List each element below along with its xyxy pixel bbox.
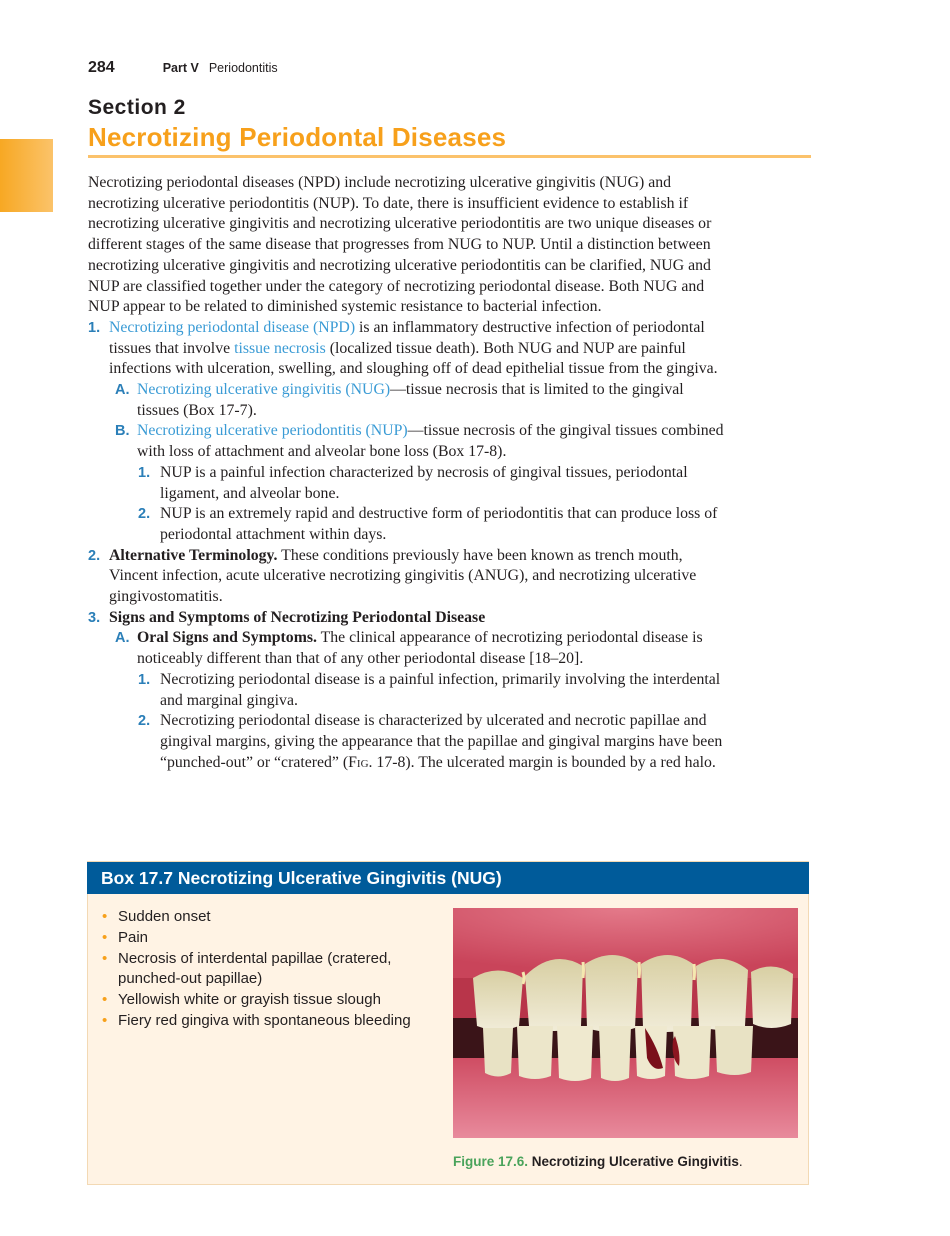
part-title: Periodontitis [208, 61, 278, 75]
item-text: 17-8). The ulcerated margin is bounded by a red halo. [372, 753, 716, 771]
key-term: Necrotizing ulcerative gingivitis (NUG) [137, 381, 391, 399]
figure-label: Figure 17.6. [453, 1154, 529, 1169]
item-letter: A. [115, 382, 130, 399]
item-text: —tissue necrosis that is limited to the gingival tissues (Box 17-7). [137, 381, 684, 419]
item-text: (localized tissue death). Both NUG and NUP are painful infections with ulceration, swelling, and sloughing off of dead epithelial tissue from the gingiva. [109, 339, 718, 378]
item-number: 2. [138, 713, 151, 730]
item-content [109, 318, 728, 380]
item-lead: Alternative Terminology. [109, 546, 278, 564]
item-lead: Signs and Symptoms of Necrotizing Periodontal Disease [109, 608, 486, 626]
item-text: NUP is an extremely rapid and destructive form of periodontitis that can produce loss of periodontal attachment within days. [160, 505, 718, 543]
item-content [137, 421, 728, 462]
item-content [137, 380, 728, 421]
item-number: 3. [88, 609, 101, 626]
figure-caption [453, 1154, 743, 1169]
list-item-3 [88, 608, 728, 629]
list-item-3a [88, 628, 728, 669]
body-text [88, 173, 728, 773]
list-item-1b1 [88, 463, 728, 504]
item-letter: A. [115, 630, 130, 647]
item-text: is an inflammatory destructive infection of periodontal tissues that involve [109, 318, 705, 357]
item-text: —tissue necrosis of the gingival tissues combined with loss of attachment and alveolar bone loss (Box 17-8). [137, 422, 724, 461]
bullet-item: • Sudden onset [102, 907, 452, 928]
item-content [109, 546, 728, 608]
item-number: 1. [138, 464, 151, 481]
list-item-3a2 [88, 711, 728, 773]
list-item-3a1 [88, 670, 728, 711]
key-term: Necrotizing ulcerative periodontitis (NUP) [137, 422, 408, 440]
list-item-2 [88, 546, 728, 608]
chapter-side-tab [0, 139, 53, 212]
key-term: tissue necrosis [234, 339, 326, 357]
bullet-item: • Pain [102, 928, 452, 949]
figure-reference[interactable]: Fig. [348, 753, 373, 771]
key-term: Necrotizing periodontal disease (NPD) [109, 318, 356, 336]
box-title: Box 17.7 Necrotizing Ulcerative Gingivitis (NUG) [87, 862, 809, 894]
clinical-photo-gingivitis [453, 908, 798, 1138]
intro-paragraph: Necrotizing periodontal diseases (NPD) include necrotizing ulcerative gingivitis (NUG) and necrotizing ulcerative periodontitis (NUP). To date, there is insufficient evidence to establish if necrotizing ulcerative gingivitis and necrotizing ulcerative periodontitis are two unique diseases or different stages of the same disease that progresses from NUG to NUP. Until a distinction between necrotizing ulcerative gingivitis and necrotizing ulcerative periodontitis can be clarified, NUG and NUP are classified together under the category of necrotizing periodontal disease. Both NUG and NUP appear to be related to diminished systemic resistance to bacterial infection. [88, 174, 712, 316]
item-letter: B. [115, 423, 130, 440]
item-number: 2. [88, 547, 101, 564]
item-text: The clinical appearance of necrotizing periodontal disease is noticeably different than that of any other periodontal disease [18–20]. [137, 629, 703, 668]
part-label: Part V [162, 61, 199, 75]
item-content [137, 628, 728, 669]
list-item-1b2 [88, 504, 728, 545]
box-17-7 [87, 861, 809, 1185]
item-number: 2. [138, 506, 151, 523]
list-item-1b [88, 421, 728, 462]
figure-caption-period: . [738, 1154, 743, 1169]
list-item-1 [88, 318, 728, 380]
running-header [88, 59, 278, 81]
bullet-item: • Fiery red gingiva with spontaneous bleeding [102, 1011, 452, 1032]
bullet-item: • Yellowish white or grayish tissue slough [102, 990, 452, 1011]
figure-caption-text: Necrotizing Ulcerative Gingivitis [531, 1154, 739, 1169]
item-text: These conditions previously have been known as trench mouth, Vincent infection, acute ulcerative necrotizing gingivitis (ANUG), and necrotizing ulcerative gingivostomatitis. [109, 546, 697, 606]
item-text: NUP is a painful infection characterized by necrosis of gingival tissues, periodontal ligament, and alveolar bone. [160, 463, 688, 502]
item-content [160, 711, 728, 773]
item-number: 1. [88, 319, 101, 336]
item-text: Necrotizing periodontal disease is a painful infection, primarily involving the interdental and marginal gingiva. [160, 670, 721, 709]
item-lead: Oral Signs and Symptoms. [137, 629, 317, 647]
box-bullet-list [102, 907, 452, 1032]
bullet-item: • Necrosis of interdental papillae (cratered, punched-out papillae) [102, 949, 452, 991]
item-text: Necrotizing periodontal disease is characterized by ulcerated and necrotic papillae and gingival margins, giving the appearance that the papillae and gingival margins have been “punched-out” or “cratered” ( [160, 712, 723, 771]
item-number: 1. [138, 671, 151, 688]
section-title: Necrotizing Periodontal Diseases [88, 122, 507, 152]
page-number: 284 [88, 59, 115, 76]
section-rule [88, 155, 811, 158]
section-label: Section 2 [88, 96, 186, 119]
list-item-1a [88, 380, 728, 421]
